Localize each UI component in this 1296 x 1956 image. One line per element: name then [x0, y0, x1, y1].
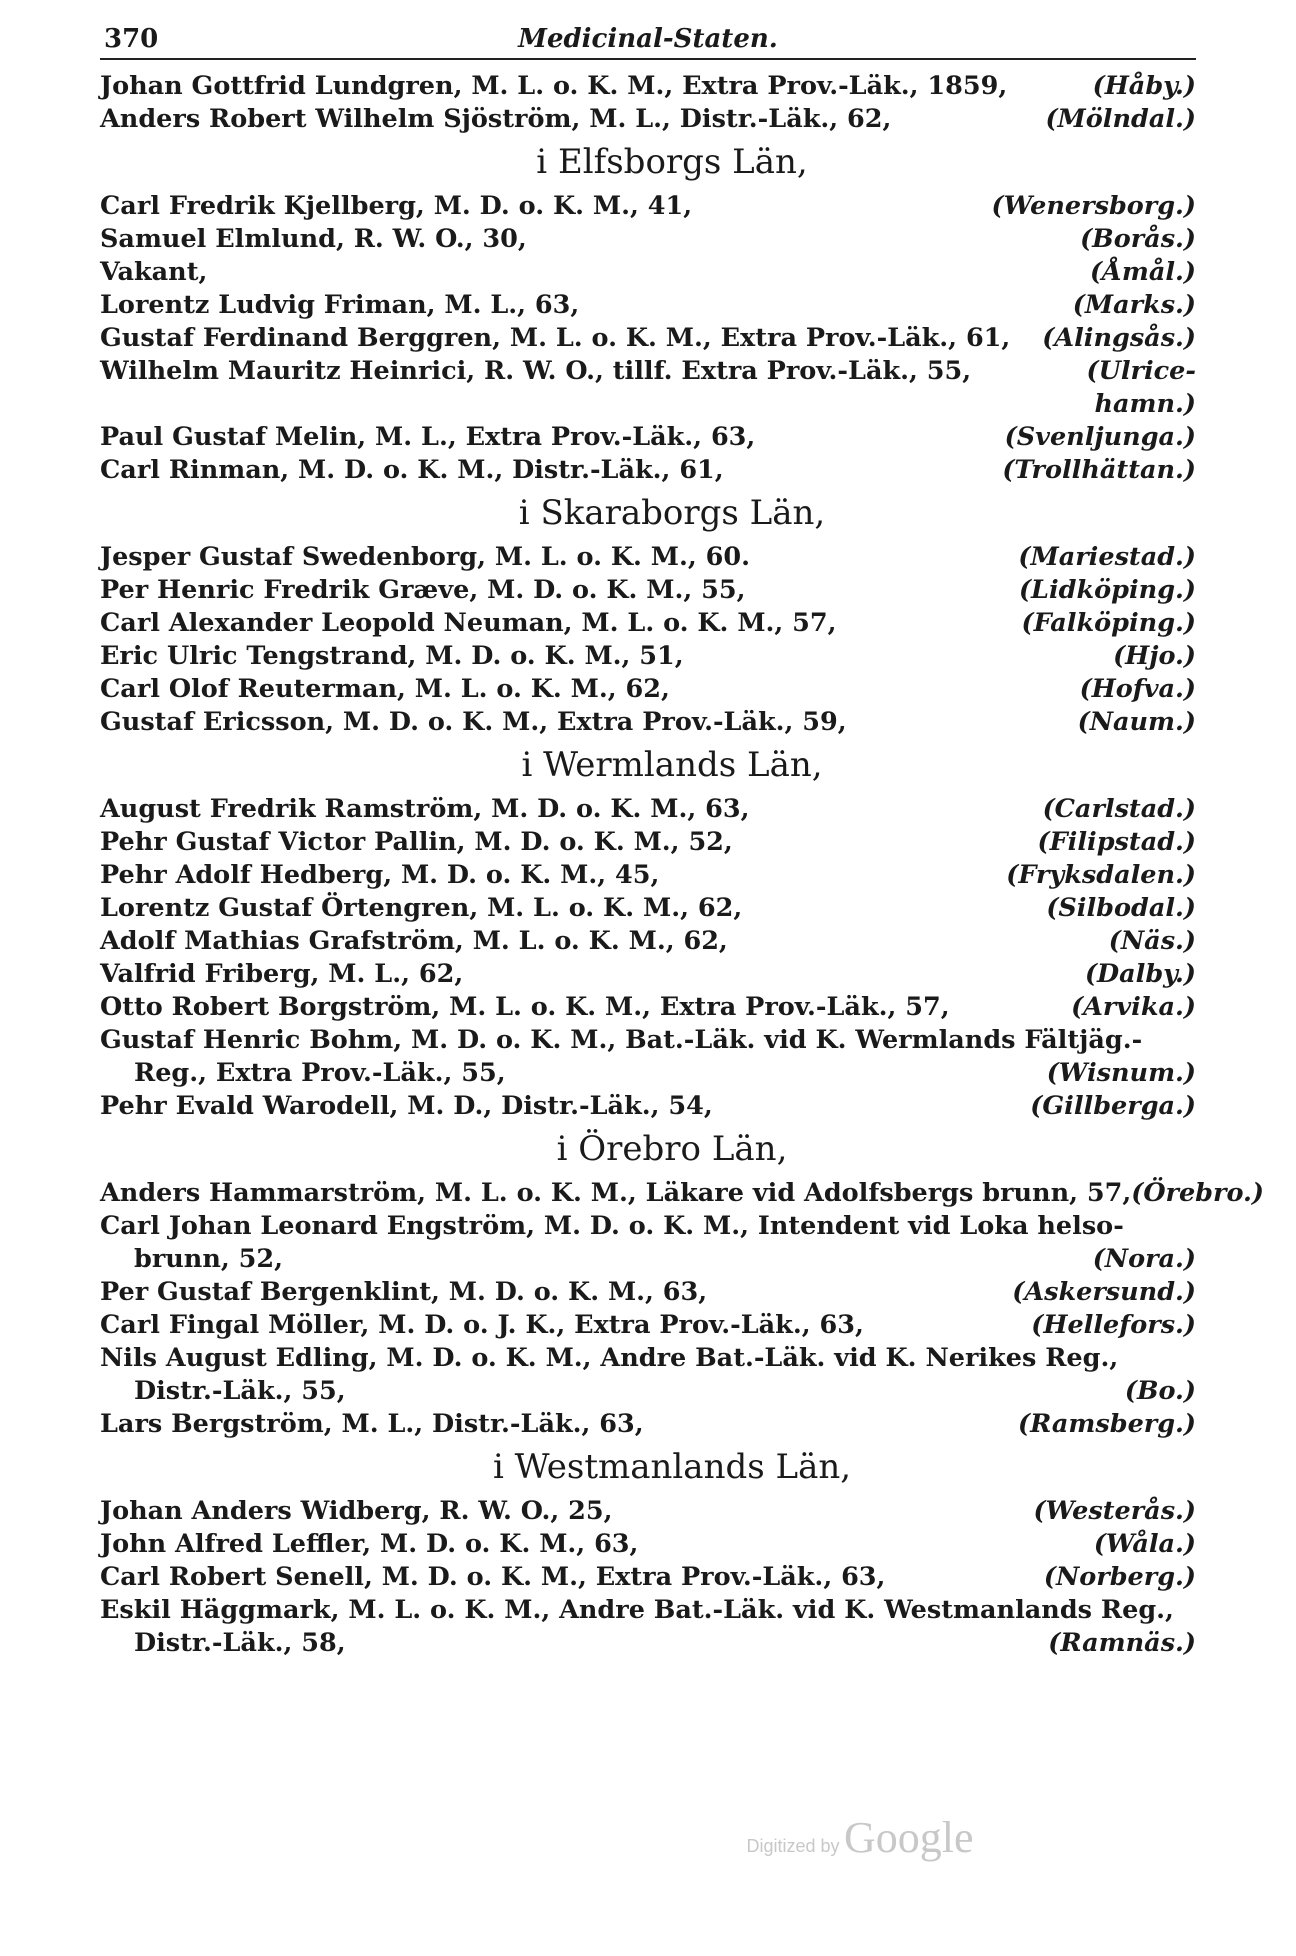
- entry-continuation: Distr.-Läk., 58,: [134, 1628, 346, 1658]
- entry-text: Pehr Evald Warodell, M. D., Distr.-Läk., 54,: [100, 1091, 713, 1121]
- directory-body: [100, 70, 1264, 1660]
- entry-text: August Fredrik Ramström, M. D. o. K. M., 63,: [100, 794, 750, 824]
- entry-place: (Carlstad.): [1042, 794, 1196, 824]
- section-heading: i Westmanlands Län,: [492, 1447, 852, 1487]
- google-logo: Google: [843, 1813, 974, 1862]
- entry-place-continuation: (Bo.): [1124, 1376, 1196, 1406]
- entry-text: Wilhelm Mauritz Heinrici, R. W. O., tillf. Extra Prov.-Läk., 55,: [100, 356, 972, 386]
- entry-text: Samuel Elmlund, R. W. O., 30,: [100, 224, 527, 254]
- directory-entry: [100, 1594, 1196, 1660]
- directory-entry: [100, 1561, 1196, 1594]
- entry-text: Nils August Edling, M. D. o. K. M., Andre Bat.-Läk. vid K. Nerikes Reg.,: [100, 1343, 1119, 1373]
- directory-entry: [100, 1528, 1196, 1561]
- directory-entry: [100, 574, 1196, 607]
- entry-place: (Trollhättan.): [1002, 455, 1196, 485]
- entry-place: (Westerås.): [1033, 1496, 1196, 1526]
- entry-place: (Fryksdalen.): [1006, 860, 1196, 890]
- directory-entry: [100, 322, 1196, 355]
- directory-entry: [100, 1495, 1196, 1528]
- entry-place: (Silbodal.): [1046, 893, 1196, 923]
- section-heading: i Elfsborgs Län,: [536, 142, 808, 182]
- entry-text: Gustaf Ferdinand Berggren, M. L. o. K. M., Extra Prov.-Läk., 61,: [100, 323, 1011, 353]
- entry-text: Anders Hammarström, M. L. o. K. M., Läkare vid Adolfsbergs brunn, 57,: [100, 1178, 1132, 1208]
- directory-entry: [100, 190, 1196, 223]
- directory-entry: [100, 673, 1196, 706]
- entry-place: (Wenersborg.): [991, 191, 1196, 221]
- entry-continuation: Reg., Extra Prov.-Läk., 55,: [134, 1058, 506, 1088]
- directory-entry: [100, 892, 1196, 925]
- entry-text: Per Gustaf Bergenklint, M. D. o. K. M., 63,: [100, 1277, 708, 1307]
- entry-place-continuation: (Ramnäs.): [1048, 1628, 1196, 1658]
- entry-place-continuation: (Nora.): [1092, 1244, 1196, 1274]
- directory-entry: [100, 607, 1196, 640]
- entry-place: (Falköping.): [1021, 608, 1196, 638]
- entry-text: Otto Robert Borgström, M. L. o. K. M., Extra Prov.-Läk., 57,: [100, 992, 950, 1022]
- directory-entry: [100, 421, 1196, 454]
- entry-place: (Ulrice-: [1086, 356, 1196, 386]
- entry-text: Lars Bergström, M. L., Distr.-Läk., 63,: [100, 1409, 644, 1439]
- entry-text: Vakant,: [100, 257, 208, 287]
- directory-entry: [100, 1210, 1196, 1276]
- directory-entry: [100, 793, 1196, 826]
- entry-place: (Åmål.): [1090, 257, 1196, 287]
- directory-entry: [100, 1309, 1196, 1342]
- entry-place: (Wåla.): [1093, 1529, 1196, 1559]
- entry-text: Carl Robert Senell, M. D. o. K. M., Extra Prov.-Läk., 63,: [100, 1562, 886, 1592]
- directory-entry: [100, 991, 1196, 1024]
- section-heading: i Wermlands Län,: [521, 745, 823, 785]
- entry-text: Pehr Adolf Hedberg, M. D. o. K. M., 45,: [100, 860, 660, 890]
- entry-text: Eric Ulric Tengstrand, M. D. o. K. M., 51,: [100, 641, 684, 671]
- entry-text: Lorentz Gustaf Örtengren, M. L. o. K. M., 62,: [100, 893, 743, 923]
- entry-text: Adolf Mathias Grafström, M. L. o. K. M., 62,: [100, 926, 728, 956]
- entry-text: Eskil Häggmark, M. L. o. K. M., Andre Bat.-Läk. vid K. Westmanlands Reg.,: [100, 1595, 1174, 1625]
- entry-text: Gustaf Ericsson, M. D. o. K. M., Extra Prov.-Läk., 59,: [100, 707, 847, 737]
- page-number: 370: [104, 24, 159, 54]
- directory-entry: [100, 925, 1196, 958]
- entry-place: (Mariestad.): [1018, 542, 1196, 572]
- entry-text: Carl Fingal Möller, M. D. o. J. K., Extra Prov.-Läk., 63,: [100, 1310, 864, 1340]
- entry-place: (Naum.): [1077, 707, 1196, 737]
- entry-text: Carl Fredrik Kjellberg, M. D. o. K. M., 41,: [100, 191, 693, 221]
- directory-entry: [100, 355, 1196, 421]
- entry-continuation: Distr.-Läk., 55,: [134, 1376, 346, 1406]
- directory-entry: [100, 454, 1196, 487]
- entry-place: (Filipstad.): [1037, 827, 1196, 857]
- entry-place: (Dalby.): [1084, 959, 1196, 989]
- directory-entry: [100, 826, 1196, 859]
- entry-place: (Arvika.): [1071, 992, 1196, 1022]
- running-title: Medicinal-Staten.: [518, 24, 778, 54]
- entry-text: Anders Robert Wilhelm Sjöström, M. L., Distr.-Läk., 62,: [100, 104, 892, 134]
- directory-entry: [100, 541, 1196, 574]
- entry-place-continuation: (Wisnum.): [1046, 1058, 1196, 1088]
- directory-entry: [100, 1408, 1196, 1441]
- entry-text: Valfrid Friberg, M. L., 62,: [100, 959, 464, 989]
- entry-text: Lorentz Ludvig Friman, M. L., 63,: [100, 290, 580, 320]
- directory-entry: [100, 1177, 1264, 1210]
- entry-place: (Hofva.): [1079, 674, 1196, 704]
- entry-place: (Mölndal.): [1045, 104, 1196, 134]
- directory-entry: [100, 256, 1196, 289]
- entry-place: (Hjo.): [1113, 641, 1196, 671]
- entry-place: (Örebro.): [1131, 1178, 1264, 1208]
- entry-text: Johan Anders Widberg, R. W. O., 25,: [100, 1496, 613, 1526]
- entry-text: Per Henric Fredrik Græve, M. D. o. K. M., 55,: [100, 575, 746, 605]
- entry-place: (Ramsberg.): [1018, 1409, 1196, 1439]
- entry-place: (Gillberga.): [1030, 1091, 1196, 1121]
- directory-entry: [100, 706, 1196, 739]
- entry-text: Carl Johan Leonard Engström, M. D. o. K. M., Intendent vid Loka helso-: [100, 1211, 1124, 1241]
- directory-entry: [100, 640, 1196, 673]
- directory-entry: [100, 289, 1196, 322]
- entry-text: Paul Gustaf Melin, M. L., Extra Prov.-Läk., 63,: [100, 422, 756, 452]
- entry-place: (Hellefors.): [1031, 1310, 1196, 1340]
- digitized-watermark: [720, 1812, 1000, 1863]
- entry-place: (Svenljunga.): [1004, 422, 1196, 452]
- section-heading: i Örebro Län,: [556, 1129, 788, 1169]
- entry-place: (Håby.): [1092, 71, 1196, 101]
- entry-place: (Norberg.): [1043, 1562, 1196, 1592]
- page: [100, 22, 1264, 1660]
- entry-text: Carl Alexander Leopold Neuman, M. L. o. K. M., 57,: [100, 608, 837, 638]
- directory-entry: [100, 1090, 1196, 1123]
- entry-text: Pehr Gustaf Victor Pallin, M. D. o. K. M., 52,: [100, 827, 733, 857]
- entry-place: (Alingsås.): [1042, 323, 1196, 353]
- entry-text: John Alfred Leffler, M. D. o. K. M., 63,: [100, 1529, 639, 1559]
- directory-entry: [100, 1342, 1196, 1408]
- entry-text: Gustaf Henric Bohm, M. D. o. K. M., Bat.-Läk. vid K. Wermlands Fältjäg.-: [100, 1025, 1143, 1055]
- directory-entry: [100, 70, 1196, 103]
- entry-text: Johan Gottfrid Lundgren, M. L. o. K. M., Extra Prov.-Läk., 1859,: [100, 71, 1008, 101]
- entry-place: (Askersund.): [1012, 1277, 1196, 1307]
- entry-text: Jesper Gustaf Swedenborg, M. L. o. K. M., 60.: [100, 542, 751, 572]
- entry-place: (Borås.): [1080, 224, 1196, 254]
- page-header: [100, 22, 1196, 60]
- entry-place: (Näs.): [1108, 926, 1196, 956]
- entry-place-continuation: hamn.): [1094, 389, 1196, 419]
- directory-entry: [100, 103, 1196, 136]
- directory-entry: [100, 1024, 1196, 1090]
- entry-continuation: brunn, 52,: [134, 1244, 284, 1274]
- directory-entry: [100, 1276, 1196, 1309]
- directory-entry: [100, 859, 1196, 892]
- entry-text: Carl Olof Reuterman, M. L. o. K. M., 62,: [100, 674, 670, 704]
- entry-text: Carl Rinman, M. D. o. K. M., Distr.-Läk., 61,: [100, 455, 724, 485]
- section-heading: i Skaraborgs Län,: [518, 493, 826, 533]
- directory-entry: [100, 223, 1196, 256]
- watermark-prefix: Digitized by: [746, 1836, 840, 1856]
- directory-entry: [100, 958, 1196, 991]
- entry-place: (Marks.): [1072, 290, 1196, 320]
- entry-place: (Lidköping.): [1018, 575, 1196, 605]
